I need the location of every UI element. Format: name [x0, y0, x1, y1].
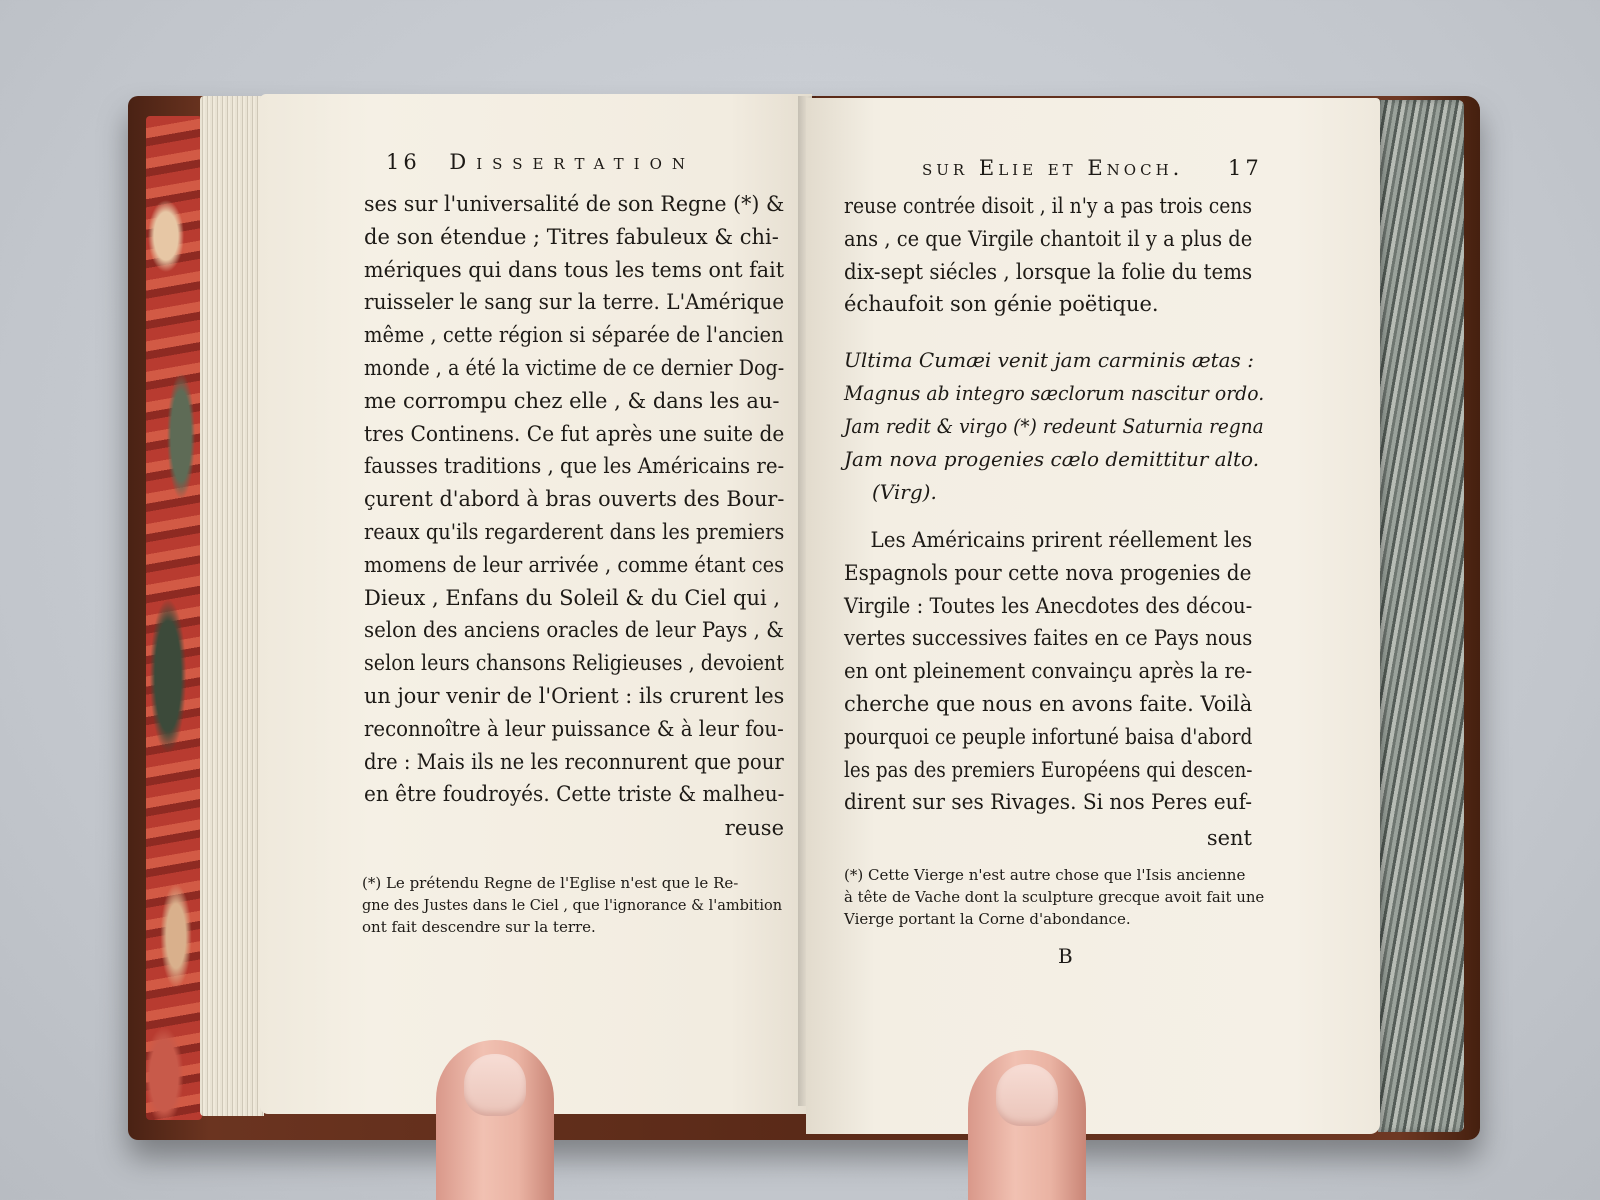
left-body-text	[364, 188, 784, 811]
text-line: reuse contrée disoit , il n'y a pas trois cens	[844, 194, 1253, 218]
right-footnote	[844, 864, 1264, 930]
right-running-head	[922, 156, 1263, 180]
right-catchword-wrap	[844, 822, 1252, 855]
text-line: ruisseler le sang sur la terre. L'Amérique	[364, 290, 785, 315]
left-running-title: Dissertation	[449, 150, 696, 174]
virgil-verse	[844, 344, 1264, 509]
text-line: (Virg).	[872, 480, 937, 504]
text-line: dirent sur ses Rivages. Si nos Peres euf-	[844, 790, 1253, 815]
text-line: fausses traditions , que les Américains re-	[364, 454, 785, 479]
text-line: ses sur l'universalité de son Regne (*) &	[364, 192, 785, 216]
text-line: pourquoi ce peuple infortuné baisa d'abord	[844, 724, 1253, 749]
text-line: Dieux , Enfans du Soleil & du Ciel qui ,	[364, 585, 781, 610]
text-line: momens de leur arrivée , comme étant ces	[364, 552, 785, 577]
page-block-edge	[200, 96, 264, 1116]
text-line: Virgile : Toutes les Anecdotes des décou-	[844, 593, 1253, 618]
text-line: dre : Mais ils ne les reconnurent que pour	[364, 749, 784, 774]
left-page-number: 16	[386, 150, 421, 174]
text-line: mériques qui dans tous les tems ont fait	[364, 257, 785, 282]
right-catchword: sent	[1206, 826, 1252, 850]
text-line: les pas des premiers Européens qui descen-	[844, 757, 1253, 782]
right-thumb	[968, 1050, 1086, 1200]
text-line: échaufoit son génie poëtique.	[844, 292, 1159, 317]
right-body-text-bottom	[844, 524, 1252, 819]
right-page-number: 17	[1228, 156, 1263, 180]
text-line: Ultima Cumæi venit jam carminis ætas :	[844, 348, 1254, 372]
text-line: (*) Le prétendu Regne de l'Eglise n'est que le Re-	[362, 874, 739, 892]
right-thumbnail	[996, 1064, 1058, 1126]
text-line: reconnoître à leur puissance & à leur fou-	[364, 716, 784, 741]
left-footnote	[362, 872, 782, 938]
text-line: çurent d'abord à bras ouverts des Bour-	[364, 487, 785, 512]
marbled-page-edge	[1378, 100, 1464, 1132]
right-body-text-top	[844, 190, 1252, 321]
text-line: Espagnols pour cette nova progenies de	[844, 560, 1252, 585]
text-line: Jam redit & virgo (*) redeunt Saturnia regna	[844, 414, 1264, 438]
left-thumbnail	[464, 1054, 526, 1116]
text-line: tres Continens. Ce fut après une suite de	[364, 421, 785, 446]
text-line: ont fait descendre sur la terre.	[362, 918, 596, 936]
text-line: Jam nova progenies cælo demittitur alto.	[844, 447, 1260, 471]
text-line: gne des Justes dans le Ciel , que l'ignorance & l'ambition	[362, 896, 783, 914]
text-line: selon des anciens oracles de leur Pays , &	[364, 618, 784, 643]
text-line: à tête de Vache dont la sculpture grecque avoit fait une	[844, 888, 1265, 906]
left-page	[260, 94, 812, 1114]
right-running-title: sur Elie et Enoch.	[922, 156, 1184, 180]
right-page	[806, 98, 1380, 1134]
left-running-head	[386, 150, 695, 174]
marbled-endpaper	[146, 116, 202, 1120]
text-line: en être foudroyés. Cette triste & malheu-	[364, 782, 785, 807]
signature-mark: B	[1058, 944, 1073, 968]
text-line: me corrompu chez elle , & dans les au-	[364, 388, 780, 413]
left-catchword-wrap	[364, 812, 784, 845]
text-line: un jour venir de l'Orient : ils crurent les	[364, 683, 785, 708]
text-line: même , cette région si séparée de l'ancien	[364, 323, 784, 348]
text-line: Magnus ab integro sæclorum nascitur ordo.	[844, 381, 1265, 405]
text-line: reaux qu'ils regarderent dans les premiers	[364, 519, 785, 544]
text-line: ans , ce que Virgile chantoit il y a plus de	[844, 226, 1253, 251]
left-thumb	[436, 1040, 554, 1200]
text-line: dix-sept siécles , lorsque la folie du tems	[844, 259, 1253, 284]
text-line: cherche que nous en avons faite. Voilà	[844, 691, 1253, 716]
text-line: Les Américains prirent réellement les	[870, 528, 1253, 552]
text-line: vertes successives faites en ce Pays nous	[844, 626, 1253, 651]
left-catchword: reuse	[724, 816, 784, 840]
text-line: monde , a été la victime de ce dernier Dog-	[364, 355, 785, 380]
text-line: de son étendue ; Titres fabuleux & chi-	[364, 224, 779, 249]
text-line: (*) Cette Vierge n'est autre chose que l'Isis ancienne	[844, 866, 1246, 884]
text-line: en ont pleinement convainçu après la re-	[844, 659, 1253, 684]
text-line: selon leurs chansons Religieuses , devoient	[364, 651, 784, 676]
text-line: Vierge portant la Corne d'abondance.	[844, 910, 1131, 928]
